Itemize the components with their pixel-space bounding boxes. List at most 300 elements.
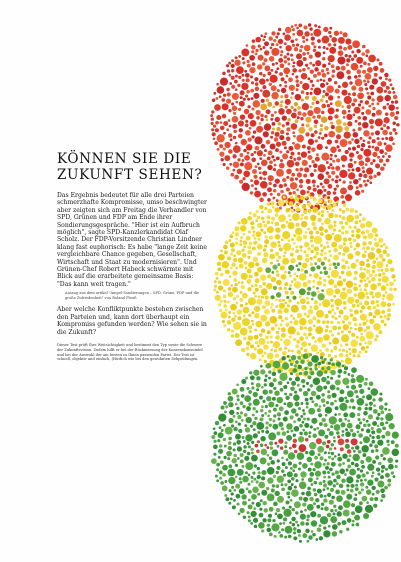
red-plate-dot bbox=[226, 64, 229, 67]
red-plate-dot bbox=[354, 139, 359, 144]
green-plate-dot bbox=[239, 508, 244, 513]
green-plate-dot bbox=[327, 366, 331, 370]
green-plate-dot bbox=[332, 524, 338, 530]
red-plate-dot bbox=[279, 84, 282, 87]
green-plate-dot bbox=[329, 468, 333, 472]
green-plate-dot bbox=[320, 456, 324, 460]
green-plate-dot bbox=[305, 451, 308, 454]
yellow-plate-dot bbox=[341, 231, 344, 234]
red-light-plate bbox=[210, 23, 399, 212]
yellow-plate-dot bbox=[291, 209, 295, 213]
red-plate-dot bbox=[306, 124, 310, 128]
green-plate-dot bbox=[254, 525, 258, 529]
green-plate-dot bbox=[327, 395, 331, 399]
yellow-plate-dot bbox=[342, 320, 345, 323]
yellow-plate-dot bbox=[310, 306, 313, 309]
yellow-plate-dot bbox=[364, 342, 367, 345]
green-plate-dot bbox=[377, 473, 380, 476]
red-plate-dot bbox=[247, 152, 250, 155]
red-plate-dot bbox=[326, 68, 329, 71]
yellow-plate-dot bbox=[311, 336, 314, 339]
yellow-plate-dot bbox=[293, 338, 297, 342]
red-plate-dot bbox=[264, 65, 270, 71]
green-plate-dot bbox=[352, 454, 359, 461]
green-plate-dot bbox=[295, 413, 299, 417]
green-plate-dot bbox=[363, 411, 368, 416]
yellow-plate-dot bbox=[243, 307, 250, 314]
red-plate-dot bbox=[299, 49, 302, 52]
green-plate-dot bbox=[313, 488, 317, 492]
green-plate-dot bbox=[321, 393, 324, 396]
yellow-plate-dot bbox=[243, 246, 246, 249]
red-plate-dot bbox=[318, 136, 321, 139]
red-plate-dot bbox=[363, 149, 371, 157]
red-plate-dot bbox=[309, 127, 313, 131]
yellow-plate-dot bbox=[312, 207, 318, 213]
yellow-plate-dot bbox=[311, 298, 314, 301]
yellow-plate-dot bbox=[251, 226, 255, 230]
yellow-plate-dot bbox=[308, 193, 311, 196]
red-plate-dot bbox=[307, 155, 312, 160]
red-plate-dot bbox=[255, 165, 258, 168]
yellow-plate-dot bbox=[314, 246, 319, 251]
red-plate-dot bbox=[255, 52, 258, 55]
yellow-plate-dot bbox=[316, 231, 320, 235]
red-plate-dot bbox=[296, 27, 299, 30]
red-plate-dot bbox=[335, 100, 342, 107]
green-plate-dot bbox=[360, 479, 363, 482]
green-plate-dot bbox=[251, 441, 254, 444]
yellow-plate-dot bbox=[297, 255, 303, 261]
red-plate-dot bbox=[267, 187, 272, 192]
red-plate-dot bbox=[223, 121, 228, 126]
red-plate-dot bbox=[381, 137, 384, 140]
red-plate-dot bbox=[239, 180, 243, 184]
yellow-plate-dot bbox=[350, 245, 353, 248]
yellow-plate-dot bbox=[308, 319, 313, 324]
red-plate-dot bbox=[213, 92, 216, 95]
green-plate-dot bbox=[311, 400, 314, 403]
red-plate-dot bbox=[363, 180, 366, 183]
yellow-plate-dot bbox=[277, 263, 280, 266]
yellow-plate-dot bbox=[303, 250, 306, 253]
yellow-plate-dot bbox=[352, 317, 357, 322]
yellow-plate-dot bbox=[387, 303, 391, 307]
green-plate-dot bbox=[253, 433, 258, 438]
green-plate-dot bbox=[253, 428, 256, 431]
green-plate-dot bbox=[351, 385, 356, 390]
green-plate-dot bbox=[367, 424, 370, 427]
red-plate-dot bbox=[237, 169, 243, 175]
red-plate-dot bbox=[334, 31, 339, 36]
yellow-plate-dot bbox=[235, 242, 238, 245]
yellow-plate-dot bbox=[247, 269, 252, 274]
green-plate-dot bbox=[317, 408, 321, 412]
red-plate-dot bbox=[290, 54, 293, 57]
green-plate-dot bbox=[316, 385, 323, 392]
red-plate-dot bbox=[296, 188, 299, 191]
yellow-plate-dot bbox=[354, 226, 357, 229]
red-plate-dot bbox=[266, 118, 269, 121]
red-plate-dot bbox=[290, 96, 293, 99]
yellow-plate-dot bbox=[319, 303, 322, 306]
green-plate-dot bbox=[293, 434, 296, 437]
green-plate-dot bbox=[323, 530, 330, 537]
yellow-plate-dot bbox=[289, 201, 294, 206]
yellow-plate-dot bbox=[389, 282, 394, 287]
red-plate-dot bbox=[379, 159, 383, 163]
yellow-plate-dot bbox=[339, 208, 342, 211]
green-plate-dot bbox=[373, 404, 376, 407]
yellow-plate-dot bbox=[255, 219, 258, 222]
green-plate-dot bbox=[277, 459, 280, 462]
yellow-plate-dot bbox=[353, 277, 357, 281]
yellow-plate-dot bbox=[274, 349, 278, 353]
green-plate-dot bbox=[224, 456, 227, 459]
yellow-plate-dot bbox=[332, 338, 339, 345]
yellow-plate-dot bbox=[232, 231, 235, 234]
green-plate-dot bbox=[308, 408, 315, 415]
green-plate-dot bbox=[280, 388, 284, 392]
yellow-plate-dot bbox=[283, 196, 286, 199]
red-plate-dot bbox=[307, 52, 310, 55]
green-plate-dot bbox=[335, 406, 339, 410]
red-plate-dot bbox=[308, 139, 314, 145]
red-plate-dot bbox=[311, 36, 315, 40]
yellow-plate-dot bbox=[334, 355, 337, 358]
yellow-plate-dot bbox=[275, 234, 281, 240]
red-plate-dot bbox=[260, 89, 263, 92]
yellow-plate-dot bbox=[238, 281, 241, 284]
green-plate-dot bbox=[292, 368, 297, 373]
yellow-plate-dot bbox=[275, 213, 279, 217]
yellow-plate-dot bbox=[263, 252, 268, 257]
yellow-plate-dot bbox=[373, 306, 376, 309]
red-plate-dot bbox=[235, 88, 238, 91]
yellow-plate-dot bbox=[307, 280, 311, 284]
yellow-plate-dot bbox=[303, 210, 307, 214]
green-plate-dot bbox=[257, 467, 260, 470]
red-plate-dot bbox=[320, 83, 325, 88]
yellow-plate-dot bbox=[257, 216, 260, 219]
yellow-plate-dot bbox=[338, 229, 341, 232]
green-plate-dot bbox=[369, 444, 372, 447]
red-plate-dot bbox=[245, 73, 250, 78]
green-plate-dot bbox=[320, 494, 324, 498]
green-plate-dot bbox=[295, 479, 298, 482]
yellow-plate-dot bbox=[275, 335, 280, 340]
green-plate-dot bbox=[299, 462, 302, 465]
green-plate-dot bbox=[307, 418, 310, 421]
yellow-plate-dot bbox=[299, 336, 304, 341]
green-plate-dot bbox=[297, 452, 305, 460]
red-plate-dot bbox=[217, 134, 225, 142]
green-plate-dot bbox=[218, 432, 224, 438]
headline-line-2: ZUKUNFT SEHEN? bbox=[57, 167, 203, 183]
red-plate-dot bbox=[302, 68, 306, 72]
yellow-plate-dot bbox=[331, 334, 334, 337]
green-plate-dot bbox=[245, 376, 248, 379]
yellow-plate-dot bbox=[247, 287, 251, 291]
green-plate-dot bbox=[348, 373, 351, 376]
yellow-plate-dot bbox=[314, 340, 317, 343]
yellow-plate-dot bbox=[247, 216, 252, 221]
green-plate-dot bbox=[251, 386, 254, 389]
yellow-plate-dot bbox=[368, 312, 372, 316]
yellow-plate-dot bbox=[304, 349, 308, 353]
yellow-plate-dot bbox=[358, 327, 363, 332]
green-plate-dot bbox=[309, 397, 313, 401]
yellow-plate-dot bbox=[257, 252, 261, 256]
red-plate-dot bbox=[321, 104, 326, 109]
red-plate-dot bbox=[282, 124, 285, 127]
green-plate-dot bbox=[387, 479, 391, 483]
green-plate-dot bbox=[258, 482, 265, 489]
yellow-plate-dot bbox=[315, 252, 318, 255]
yellow-plate-dot bbox=[218, 303, 221, 306]
yellow-plate-dot bbox=[327, 204, 332, 209]
green-plate-dot bbox=[330, 370, 336, 376]
green-plate-dot bbox=[306, 518, 309, 521]
red-plate-dot bbox=[318, 26, 321, 29]
green-plate-dot bbox=[219, 470, 223, 474]
green-plate-dot bbox=[219, 426, 222, 429]
red-plate-dot bbox=[332, 160, 335, 163]
green-plate-dot bbox=[239, 477, 242, 480]
yellow-plate-dot bbox=[310, 196, 313, 199]
yellow-plate-dot bbox=[254, 237, 257, 240]
yellow-plate-dot bbox=[239, 298, 243, 302]
yellow-plate-dot bbox=[265, 300, 271, 306]
green-plate-dot bbox=[323, 476, 326, 479]
yellow-plate-dot bbox=[351, 230, 354, 233]
red-plate-dot bbox=[223, 94, 226, 97]
yellow-plate-dot bbox=[261, 210, 264, 213]
red-plate-dot bbox=[216, 115, 221, 120]
green-plate-dot bbox=[253, 478, 256, 481]
yellow-plate-dot bbox=[345, 354, 348, 357]
yellow-plate-dot bbox=[346, 215, 354, 223]
yellow-plate-dot bbox=[239, 243, 242, 246]
yellow-plate-dot bbox=[357, 304, 360, 307]
green-plate-dot bbox=[349, 469, 356, 476]
yellow-plate-dot bbox=[223, 245, 228, 250]
yellow-plate-dot bbox=[355, 243, 360, 248]
red-plate-dot bbox=[331, 178, 334, 181]
green-plate-dot bbox=[294, 501, 301, 508]
yellow-plate-dot bbox=[362, 241, 366, 245]
yellow-plate-dot bbox=[240, 304, 243, 307]
red-plate-dot bbox=[362, 70, 366, 74]
red-plate-dot bbox=[243, 98, 246, 101]
red-plate-dot bbox=[279, 72, 283, 76]
red-plate-dot bbox=[341, 66, 346, 71]
green-plate-dot bbox=[259, 513, 264, 518]
yellow-plate-dot bbox=[264, 360, 267, 363]
yellow-plate-dot bbox=[257, 348, 263, 354]
yellow-plate-dot bbox=[275, 298, 278, 301]
red-plate-dot bbox=[369, 181, 372, 184]
green-plate-dot bbox=[338, 439, 345, 446]
red-plate-dot bbox=[395, 132, 398, 135]
red-plate-dot bbox=[316, 79, 319, 82]
green-plate-dot bbox=[243, 450, 246, 453]
yellow-plate-dot bbox=[343, 301, 347, 305]
yellow-plate-dot bbox=[271, 271, 274, 274]
red-plate-dot bbox=[275, 117, 280, 122]
yellow-plate-dot bbox=[359, 267, 362, 270]
red-plate-dot bbox=[356, 69, 361, 74]
yellow-plate-dot bbox=[303, 333, 307, 337]
green-plate-dot bbox=[224, 480, 227, 483]
green-plate-dot bbox=[381, 435, 385, 439]
red-plate-dot bbox=[262, 39, 265, 42]
yellow-plate-dot bbox=[282, 351, 287, 356]
red-plate-dot bbox=[345, 54, 348, 57]
yellow-plate-dot bbox=[341, 265, 346, 270]
green-plate-dot bbox=[310, 511, 316, 517]
red-plate-dot bbox=[389, 132, 392, 135]
yellow-plate-dot bbox=[317, 212, 320, 215]
green-plate-dot bbox=[313, 377, 321, 385]
red-plate-dot bbox=[368, 136, 371, 139]
green-plate-dot bbox=[329, 447, 332, 450]
green-plate-dot bbox=[276, 471, 279, 474]
red-plate-dot bbox=[239, 153, 243, 157]
red-plate-dot bbox=[266, 140, 271, 145]
green-plate-dot bbox=[262, 501, 266, 505]
yellow-plate-dot bbox=[294, 272, 297, 275]
red-plate-dot bbox=[300, 45, 303, 48]
green-plate-dot bbox=[299, 540, 302, 543]
red-plate-dot bbox=[322, 95, 325, 98]
yellow-plate-dot bbox=[364, 283, 368, 287]
red-plate-dot bbox=[392, 121, 395, 124]
yellow-plate-dot bbox=[228, 311, 231, 314]
red-plate-dot bbox=[254, 191, 261, 198]
red-plate-dot bbox=[313, 163, 318, 168]
green-plate-dot bbox=[308, 431, 311, 434]
yellow-plate-dot bbox=[295, 373, 299, 377]
red-plate-dot bbox=[380, 166, 384, 170]
red-plate-dot bbox=[372, 78, 378, 84]
red-plate-dot bbox=[351, 63, 359, 71]
red-plate-dot bbox=[323, 79, 326, 82]
green-plate-dot bbox=[323, 404, 326, 407]
red-plate-dot bbox=[396, 111, 399, 114]
red-plate-dot bbox=[357, 154, 362, 159]
green-plate-dot bbox=[385, 473, 390, 478]
red-plate-dot bbox=[351, 103, 355, 107]
green-plate-dot bbox=[364, 382, 368, 386]
red-plate-dot bbox=[382, 130, 388, 136]
yellow-plate-dot bbox=[382, 276, 389, 283]
green-plate-dot bbox=[351, 523, 354, 526]
red-plate-dot bbox=[220, 121, 223, 124]
green-plate-dot bbox=[336, 495, 343, 502]
green-plate-dot bbox=[327, 390, 330, 393]
green-plate-dot bbox=[245, 427, 250, 432]
red-plate-dot bbox=[260, 118, 263, 121]
green-plate-dot bbox=[324, 451, 327, 454]
green-plate-dot bbox=[252, 472, 255, 475]
red-plate-dot bbox=[317, 144, 323, 150]
yellow-plate-dot bbox=[310, 240, 313, 243]
yellow-plate-dot bbox=[305, 336, 308, 339]
red-plate-dot bbox=[304, 31, 309, 36]
red-plate-dot bbox=[273, 189, 276, 192]
green-plate-dot bbox=[346, 494, 352, 500]
green-plate-dot bbox=[294, 390, 297, 393]
yellow-plate-dot bbox=[292, 213, 300, 221]
yellow-plate-dot bbox=[235, 267, 238, 270]
green-plate-dot bbox=[228, 502, 231, 505]
green-plate-dot bbox=[290, 372, 293, 375]
green-plate-dot bbox=[255, 410, 258, 413]
yellow-plate-dot bbox=[281, 274, 287, 280]
yellow-plate-dot bbox=[266, 283, 272, 289]
green-plate-dot bbox=[349, 412, 355, 418]
green-plate-dot bbox=[337, 457, 342, 462]
yellow-plate-dot bbox=[252, 323, 255, 326]
green-plate-dot bbox=[295, 376, 300, 381]
green-plate-dot bbox=[247, 452, 250, 455]
red-plate-dot bbox=[308, 23, 312, 27]
green-plate-dot bbox=[269, 418, 272, 421]
green-plate-dot bbox=[267, 415, 270, 418]
red-plate-dot bbox=[358, 127, 362, 131]
green-plate-dot bbox=[214, 431, 218, 435]
red-plate-dot bbox=[296, 43, 299, 46]
red-plate-dot bbox=[352, 129, 355, 132]
red-plate-dot bbox=[323, 90, 326, 93]
green-plate-dot bbox=[284, 410, 289, 415]
red-plate-dot bbox=[255, 110, 260, 115]
green-plate-dot bbox=[289, 378, 292, 381]
green-plate-dot bbox=[351, 438, 358, 445]
green-plate-dot bbox=[251, 455, 258, 462]
yellow-plate-dot bbox=[305, 258, 310, 263]
yellow-plate-dot bbox=[356, 228, 361, 233]
red-plate-dot bbox=[338, 149, 341, 152]
red-plate-dot bbox=[358, 87, 363, 92]
yellow-plate-dot bbox=[259, 358, 262, 361]
red-plate-dot bbox=[276, 43, 279, 46]
green-plate-dot bbox=[338, 375, 341, 378]
green-plate-dot bbox=[300, 402, 303, 405]
red-plate-dot bbox=[280, 190, 284, 194]
green-plate-dot bbox=[213, 440, 216, 443]
green-plate-dot bbox=[340, 389, 345, 394]
yellow-plate-dot bbox=[337, 332, 340, 335]
yellow-plate-dot bbox=[261, 328, 266, 333]
green-plate-dot bbox=[323, 423, 327, 427]
red-plate-dot bbox=[235, 101, 238, 104]
red-plate-dot bbox=[321, 36, 329, 44]
red-plate-dot bbox=[299, 184, 303, 188]
red-plate-dot bbox=[281, 88, 286, 93]
green-plate-dot bbox=[303, 497, 308, 502]
red-plate-dot bbox=[348, 147, 351, 150]
green-plate-dot bbox=[345, 399, 349, 403]
green-plate-dot bbox=[358, 433, 363, 438]
red-plate-dot bbox=[286, 137, 291, 142]
yellow-plate-dot bbox=[257, 244, 263, 250]
red-plate-dot bbox=[226, 166, 230, 170]
green-plate-dot bbox=[365, 505, 373, 513]
yellow-plate-dot bbox=[233, 322, 241, 330]
green-plate-dot bbox=[235, 476, 238, 479]
